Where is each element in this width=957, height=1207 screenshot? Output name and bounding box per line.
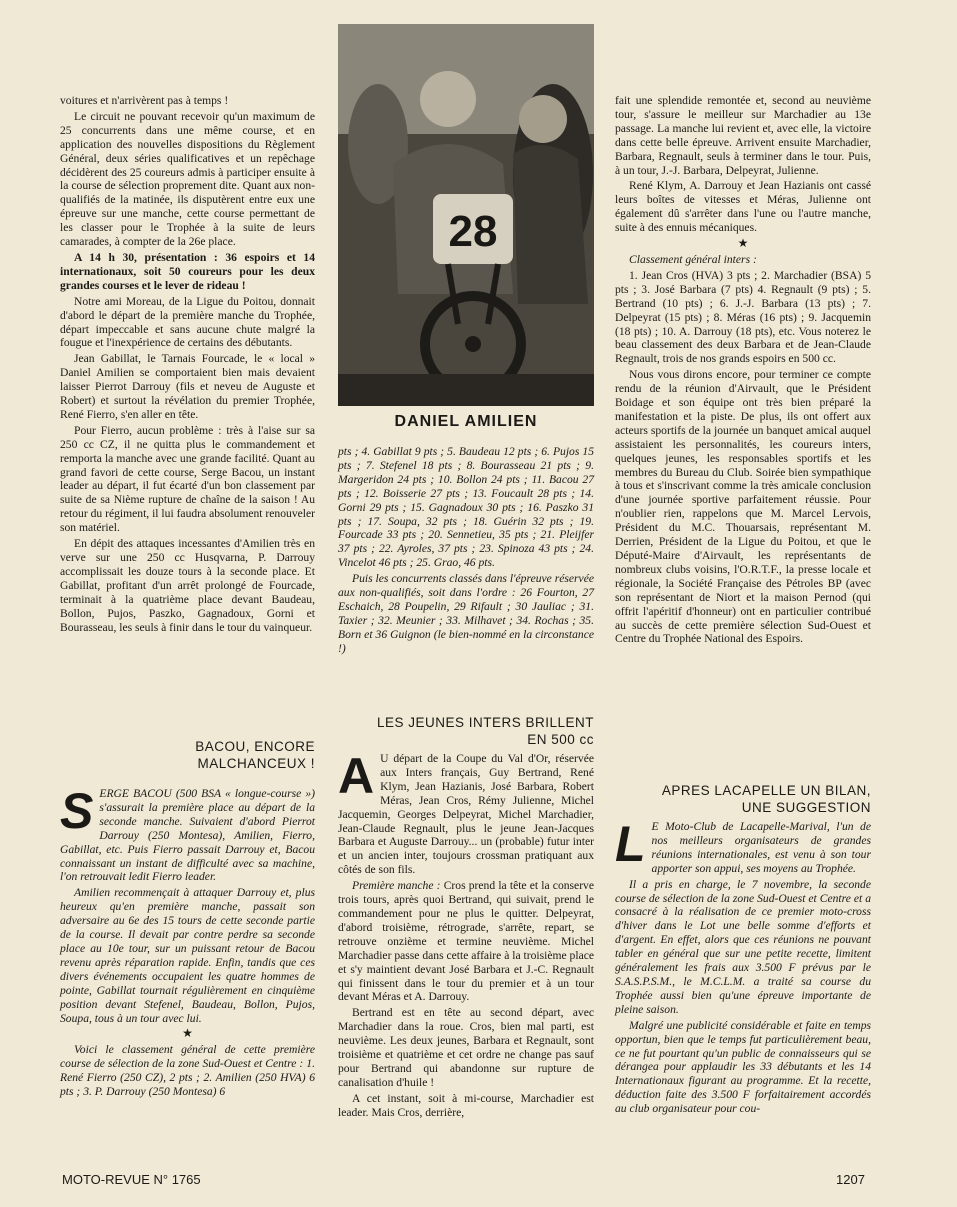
paragraph: A 14 h 30, présentation : 36 espoirs et 14 internationaux, soit 50 coureurs pour les deux grandes courses et le lever de rideau ! — [60, 250, 315, 292]
bib-number: 28 — [448, 207, 498, 256]
headline-jeunes-inters: LES JEUNES INTERS BRILLENT EN 500 cc — [376, 715, 594, 747]
paragraph-dropcap: A U départ de la Coupe du Val d'Or, réservée aux Inters français, Guy Bertrand, René Klym, Jean Hazianis, José Barbara, Robert Méras, Jean Cros, Rémy Julienne, Michel Jacquemin, Georges Delpeyrat, Michel Marchadier, Jean-Claude Regnault, plus le jeune Jean-Jacques Barbara et Auguste Darrouy... un (probable) futur inter et un ancien inter, toujours crossman pratiquant aux côtés de son fils. — [338, 748, 594, 877]
paragraph: 1. Jean Cros (HVA) 3 pts ; 2. Marchadier (BSA) 5 pts ; 3. José Barbara (7 pts) 4. Regnault (9 pts) ; 5. Bertrand (10 pts) ; 6. J.-J. Barbara (13 pts) ; 7. Delpeyrat (15 pts) ; 8. Méras (16 pts) ; 9. Jacquemin (18 pts) ; 10. A. Darrouy (18 pts), etc. Vous noterez le beau classement des deux Barbara et de Jean-Claude Regnault, trois de nos grands espoirs en 500 cc. — [615, 268, 871, 366]
paragraph: Le circuit ne pouvant recevoir qu'un maximum de 25 concurrents dans une même course, et en application des nouvelles dispositions du Règlement Général, deux séries qualificatives et un repêchage décidèrent des 25 coureurs admis à participer ensuite à la course de sélection proprement dite. Quant aux non-qualifiés de la matinée, ils disputèrent entre eux une épreuve sur une manche, cette course permettant de les classer pour le Trophée à la suite de leurs camarades, à compter de la 26e place. — [60, 109, 315, 249]
paragraph: voitures et n'arrivèrent pas à temps ! — [60, 94, 229, 107]
paragraph: René Klym, A. Darrouy et Jean Hazianis ont cassé leurs boîtes de vitesses et Méras, Julienne ont également dû s'arrêter dans l'une ou l'autre manche, suite à des ennuis mécaniques. — [615, 179, 871, 235]
paragraph: Malgré une publicité considérable et faite en temps opportun, bien que le temps fut particulièrement beau, ce ne fut pourtant qu'un public de connaisseurs qui se dérangea pour applaudir les 33 débutants et les 14 Internationaux figurant au programme. Et la recette, déduction faite des 3.500 F forfaitairement accordés au club organisateur pour cou- — [615, 1018, 871, 1116]
paragraph: Amilien recommençait à attaquer Darrouy et, plus heureux qu'en première manche, passait son adversaire au 6e des 15 tours de cette seconde partie de la course. Il devait par contre perdre sa seconde place au 10e tour, sur un puissant retour de Bacou revenu après réparation rapide. Enfin, tandis que ces divers événements occupaient les quatre hommes de pointe, Gabillat tournait régulièrement en cinquième position devant Stefenel, Baudeau, Bollon, Pujos, Soupa, tous à un tour avec lui. — [60, 886, 315, 1025]
paragraph: Jean Gabillat, le Tarnais Fourcade, le « local » Daniel Amilien se comportaient bien mais devaient laisser Pierrot Darrouy (fils et neveu de Auguste et Robert) et surtout la révélation du premier Trophée, René Fierro, s'en aller en tête. — [60, 352, 315, 421]
drop-cap: L — [615, 816, 646, 872]
paragraph: Il a pris en charge, le 7 novembre, la seconde course de sélection de la zone Sud-Ouest et Centre et a consacré à la réalisation de ce premier moto-cross d'hiver dans le Lot une belle somme d'efforts et d'argent. En effet, alors que ces réunions ne pouvant tabler en général que sur une petite recette, limitent généralement les frais aux 3.500 F prévus par le S.A.S.P.S.M., le M.C.L.M. a traité sa course du Trophée aussi bien qu'une épreuve importante de pleine saison. — [615, 877, 871, 1016]
paragraph: Classement général inters : — [629, 252, 757, 266]
paragraph: Première manche : Cros prend la tête et la conserve trois tours, après quoi Bertrand, qui suivait, prend le commandement pour ne plus le quitter. Delpeyrat, d'abord troisième, rétrograde, s'arrête, repart, se retrouve onzième et termine neuvième. Michel Marchadier passe dans cette affaire à la troisième place et s'y maintient devant José Barbara et J.-C. Regnault qui finissent dans le tour du premier et à un tour devant Méras et A. Darrouy. — [338, 879, 595, 1004]
paragraph: Bertrand est en tête au second départ, avec Marchadier dans la roue. Cros, bien mal parti, est neuvième. Les deux jeunes, Barbara et Regnault, sont troisième et quatrième et cet ordre ne change pas sauf pour Bertrand qui abandonne sur rupture de canalisation d'huile ! — [338, 1006, 594, 1089]
rider-photo-image — [338, 24, 594, 406]
paragraph-dropcap: SERGE BACOU (500 BSA « longue-course ») s'assurait la première place au départ de la seconde manche. Suivaient d'abord Pierrot Darrouy (250 Montesa), Amilien, Fierro, Gabillat, etc. Puis Fierro passait Darrouy et, Bacou connaissant un instant de difficulté avec sa machine, l'on retrouvait ledit Fierro leader. — [60, 783, 315, 884]
column-middle-lower — [338, 748, 595, 1122]
drop-cap: S — [60, 783, 94, 839]
headline-bacou: BACOU, ENCORE MALCHANCEUX ! — [195, 739, 315, 771]
column-right — [615, 94, 871, 648]
paragraph: A cet instant, soit à mi-course, Marchadier est leader. Mais Cros, derrière, — [338, 1091, 594, 1119]
drop-cap: A — [338, 748, 375, 804]
column-left — [60, 94, 315, 636]
column-left-lower — [60, 783, 315, 1101]
paragraph: Pour Fierro, aucun problème : très à l'aise sur sa 250 cc CZ, il ne quitta plus le commandement et remporta la manche avec une grande facilité. Quant au grand favori de cette course, Serge Bacou, un instant leader au départ, il fut écarté d'un bon classement par suite de sa Nième rupture de chaîne de la saison ! Au retour du régiment, il lui faudra absolument renouveler son matériel. — [60, 423, 315, 535]
headline-lacapelle: APRES LACAPELLE UN BILAN, UNE SUGGESTION — [661, 783, 871, 815]
paragraph: Puis les concurrents classés dans l'épreuve réservée aux non-qualifiés, soit dans l'ordre : 26 Fourton, 27 Eschaich, 28 Poupelin, 29 Rifault ; 30 Jauliac ; 31. Taxier ; 32. Meunier ; 33. Milhavet ; 34. Rochas ; 35. Born et 36 Guignon (le bien-nommé en la circonstance !) — [338, 572, 594, 655]
magazine-footer: MOTO-REVUE N° 1765 — [62, 1172, 201, 1187]
page-number: 1207 — [836, 1172, 865, 1187]
photo-caption: DANIEL AMILIEN — [394, 413, 538, 430]
paragraph: Voici le classement général de cette première course de sélection de la zone Sud-Ouest et Centre : 1. René Fierro (250 CZ), 2 pts ; 2. Amilien (250 HVA) 6 pts ; 3. P. Darrouy (250 Montesa) 6 — [60, 1043, 315, 1099]
paragraph: En dépit des attaques incessantes d'Amilien très en verve sur une 250 cc Husqvarna, P. Darrouy accomplissait les douze tours à la seconde place. Et Gabillat, profitant d'un arrêt prolongé de Fourcade, terminait à la quatrième place devant Baudeau, Bollon, Pujos, Paszko, Gagnadoux, Gorni et Bourasseau, les seuls à finir dans le tour du vainqueur. — [60, 537, 315, 634]
paragraph-dropcap: L E Moto-Club de Lacapelle-Marival, l'un de nos meilleurs organisateurs de grandes réunions internationales, est venu à son tour apporter son appui, ses moyens au Trophée. — [615, 816, 871, 875]
paragraph: Nous vous dirons encore, pour terminer ce compte rendu de la réunion d'Airvault, que le Président Boidage et son équipe ont très bien préparé la manifestation et la piste. De plus, ils ont offert aux acteurs sportifs de la journée un banquet amical auquel assistaient les personnalités, les coureurs inters, quelques jeunes, les responsables sportifs et les membres du Bureau du Club. Soirée bien sympathique à tous et s'inscrivant comme la très amicale conclusion d'une journée sportive parfaitement réussie. Pour n'oublier rien, rappelons que M. Marcel Lervois, Président du M.C. Thouarsais, représentant M. Derrien, Président de la Ligue du Poitou, et que le Député-Maire d'Airvault, les représentants de nombreux clubs voisins, l'O.R.T.F., la presse locale et régionale, la Société Française des Pétroles BP (avec son représentant de Niort et la maison Pernod (qui offrit l'apéritif d'honneur) ont en particulier contribué au succès de cette première sélection Sud-Ouest et Centre du Trophée National des Espoirs. — [615, 368, 871, 646]
paragraph: fait une splendide remontée et, second au neuvième tour, s'assure le meilleur sur Marchadier au 13e passage. La manche lui revient et, avec elle, la victoire dans cette belle épreuve. Arrivent ensuite Marchadier, Barbara, Regnault, seuls à terminer dans le tour. Puis, à un tour, J.-J. Barbara, Delpeyrat, Julienne. — [615, 94, 871, 177]
paragraph: Notre ami Moreau, de la Ligue du Poitou, donnait d'abord le départ de la première manche du Trophée, départ impeccable et sans aucune chute malgré la fougue et l'inexpérience de certains des débutants. — [60, 294, 315, 350]
column-middle — [338, 445, 594, 658]
star-separator: ★ — [737, 236, 749, 251]
results-list: pts ; 4. Gabillat 9 pts ; 5. Baudeau 12 pts ; 6. Pujos 15 pts ; 7. Stefenel 18 pts ; 8. Bourasseau 21 pts ; 9. Margeridon 24 pts ; 10. Bollon 24 pts ; 11. Bacou 27 pts ; 12. Boisserie 27 pts ; 13. Foucault 28 pts ; 14. Gorni 29 pts ; 15. Gagnadoux 30 pts ; 16. Paszko 31 pts ; 17. Soupa, 32 pts ; 18. Guérin 32 pts ; 19. Fourcade 33 pts ; 20. Sennetieu, 35 pts ; 21. Pleijfer 37 pts ; 22. Ayroles, 37 pts ; 23. Spinoza 43 pts ; 24. Vincelot 46 pts ; 25. Grao, 46 pts. — [338, 445, 594, 570]
rider-photo — [338, 24, 594, 406]
column-right-lower — [615, 816, 871, 1118]
star-separator: ★ — [182, 1026, 193, 1041]
